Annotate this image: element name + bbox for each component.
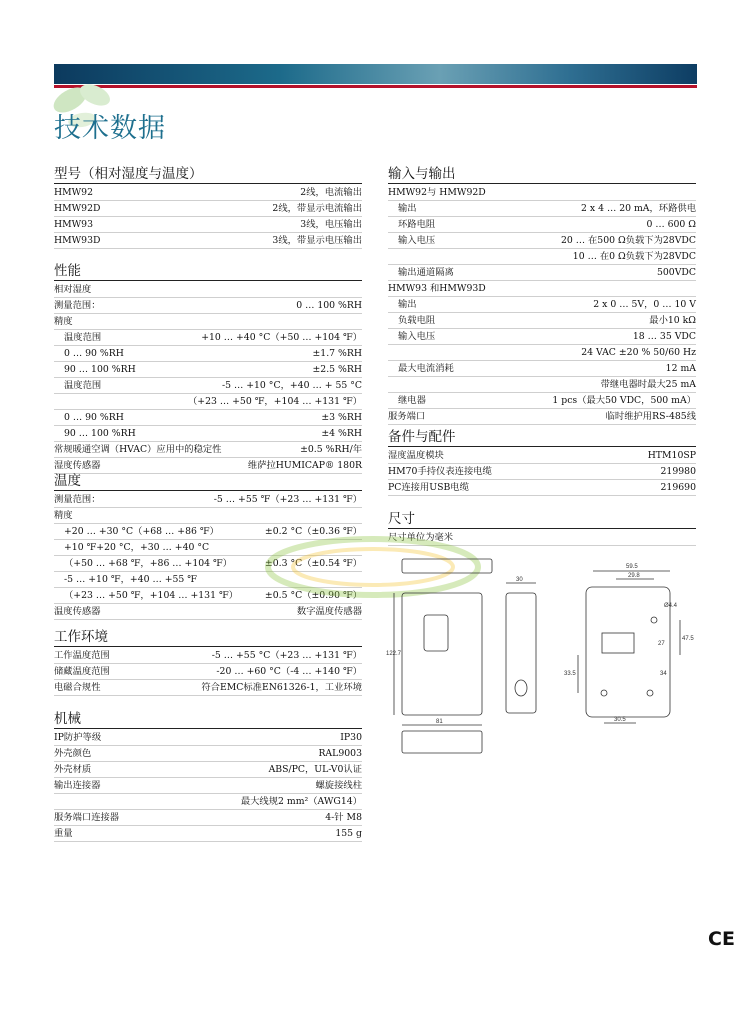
- spec-row: [54, 362, 362, 378]
- spec-value: HTM10SP: [647, 450, 696, 461]
- spec-label: 输出连接器: [54, 780, 101, 791]
- spec-label: 输出: [398, 299, 417, 310]
- dim-label: 27: [658, 641, 665, 647]
- spec-value: 3线，电压输出: [300, 219, 362, 230]
- spec-label: HMW92与 HMW92D: [388, 187, 486, 198]
- spec-row: [388, 185, 696, 201]
- spec-row: [54, 298, 362, 314]
- spec-value: 0 … 600 Ω: [646, 219, 696, 230]
- spec-label: [388, 377, 398, 392]
- section-heading: 尺寸: [388, 511, 696, 529]
- spec-row: [54, 346, 362, 362]
- spec-row: [54, 314, 362, 330]
- spec-label: 输入电压: [398, 235, 436, 246]
- spec-value: ±0.5 °C（±0.90 ℉）: [264, 590, 362, 601]
- spec-label: 温度范围: [64, 380, 102, 391]
- spec-label: （+23 … +50 ℉，+104 … +131 ℉）: [64, 590, 238, 601]
- spec-row: [388, 249, 696, 265]
- spec-row: [54, 217, 362, 233]
- spec-row: [54, 680, 362, 696]
- spec-label: 相对湿度: [54, 284, 92, 295]
- side-view-outline: [506, 593, 536, 713]
- spec-label: 环路电阻: [398, 219, 436, 230]
- spec-label: [388, 345, 398, 360]
- spec-value: ±2.5 %RH: [312, 364, 362, 375]
- spec-label: 0 … 90 %RH: [64, 412, 124, 423]
- spec-value: 18 … 35 VDC: [632, 331, 696, 342]
- spec-label: 服务端口: [388, 411, 426, 422]
- spec-row: [54, 778, 362, 794]
- section-heading: 输入与输出: [388, 166, 696, 184]
- spec-row: [388, 393, 696, 409]
- bottom-view-outline: [402, 731, 482, 753]
- spec-label: 输出: [398, 203, 417, 214]
- spec-value: 3线，带显示电压输出: [272, 235, 362, 246]
- spec-row: [54, 282, 362, 298]
- spec-row: [54, 458, 362, 474]
- spec-value: 24 VAC ±20 % 50/60 Hz: [581, 347, 696, 358]
- spec-label: （+50 … +68 ℉，+86 … +104 ℉）: [64, 558, 233, 569]
- spec-row: [54, 201, 362, 217]
- spec-row: [388, 233, 696, 249]
- spec-row: [388, 297, 696, 313]
- header-red-line: [54, 85, 697, 88]
- section-heading: 机械: [54, 711, 362, 729]
- spec-label: 负载电阻: [398, 315, 436, 326]
- spec-label: 湿度传感器: [54, 460, 101, 471]
- spec-label: 工作温度范围: [54, 650, 110, 661]
- spec-row: [388, 361, 696, 377]
- spec-row: [388, 377, 696, 393]
- spec-label: 90 … 100 %RH: [64, 364, 136, 375]
- spec-value: 最大线规2 mm²（AWG14）: [240, 796, 362, 807]
- spec-value: -20 … +60 °C（-4 … +140 ℉）: [216, 666, 362, 677]
- spec-row: [388, 265, 696, 281]
- spec-label: 0 … 90 %RH: [64, 348, 124, 359]
- spec-value: ±0.3 °C（±0.54 ℉）: [264, 558, 362, 569]
- spec-label: HMW93: [54, 219, 94, 230]
- spec-value: 500VDC: [656, 267, 696, 278]
- spec-row: [54, 492, 362, 508]
- spec-row: [388, 345, 696, 361]
- spec-row: [54, 185, 362, 201]
- spec-value: ±0.5 %RH/年: [300, 444, 362, 455]
- dim-label: 30.5: [614, 717, 626, 723]
- dim-label: Ø4.4: [664, 603, 678, 609]
- spec-value: 219980: [660, 466, 696, 477]
- spec-label: [388, 249, 398, 264]
- spec-row: [388, 313, 696, 329]
- spec-label: 重量: [54, 828, 73, 839]
- spec-value: 2 x 0 … 5V，0 … 10 V: [593, 299, 696, 310]
- spec-label: 储藏温度范围: [54, 666, 110, 677]
- spec-value: +10 … +40 °C（+50 … +104 ℉）: [201, 332, 362, 343]
- section-heading: 工作环境: [54, 629, 362, 647]
- ce-mark: CE: [708, 928, 735, 950]
- dim-label: 59.5: [626, 564, 638, 570]
- spec-value: 20 … 在500 Ω负载下为28VDC: [560, 235, 696, 246]
- dim-label: 81: [436, 719, 443, 725]
- dimension-drawing: [388, 545, 698, 770]
- spec-value: 10 … 在0 Ω负载下为28VDC: [572, 251, 696, 262]
- terminal-block-outline: [602, 633, 634, 653]
- spec-row: [54, 810, 362, 826]
- spec-value: ±3 %RH: [321, 412, 362, 423]
- spec-row: [54, 442, 362, 458]
- spec-row: [388, 448, 696, 464]
- spec-label: 精度: [54, 316, 73, 327]
- spec-label: 精度: [54, 510, 73, 521]
- spec-value: 4-针 M8: [325, 812, 362, 823]
- spec-value: ±1.7 %RH: [312, 348, 362, 359]
- spec-row: [388, 201, 696, 217]
- back-view-outline: [586, 587, 670, 717]
- spec-value: ±4 %RH: [321, 428, 362, 439]
- spec-value: 临时维护用RS-485线: [605, 411, 696, 422]
- spec-row: [54, 410, 362, 426]
- spec-label: 输入电压: [398, 331, 436, 342]
- spec-value: IP30: [340, 732, 362, 743]
- spec-value: 数字温度传感器: [296, 606, 362, 617]
- spec-row: [388, 217, 696, 233]
- spec-value: 带继电器时最大25 mA: [600, 379, 696, 390]
- spec-value: 维萨拉HUMICAP® 180R: [247, 460, 362, 471]
- spec-section: [54, 711, 362, 842]
- spec-value: 1 pcs（最大50 VDC，500 mA）: [552, 395, 696, 406]
- spec-value: -5 … +55 °C（+23 … +131 ℉）: [211, 650, 362, 661]
- spec-label: HMW92: [54, 187, 94, 198]
- spec-label: HMW92D: [54, 203, 101, 214]
- spec-row: [54, 762, 362, 778]
- spec-label: 湿度温度模块: [388, 450, 444, 461]
- top-view-outline: [402, 559, 492, 573]
- spec-label: 90 … 100 %RH: [64, 428, 136, 439]
- spec-section: [54, 629, 362, 696]
- spec-label: +10 ℉+20 °C，+30 … +40 °C: [64, 542, 210, 553]
- spec-section: [54, 166, 362, 249]
- spec-label: -5 … +10 ℉，+40 … +55 ℉: [64, 574, 198, 585]
- spec-section: [388, 166, 696, 425]
- spec-row: [54, 664, 362, 680]
- spec-value: RAL9003: [318, 748, 362, 759]
- spec-row: [54, 426, 362, 442]
- spec-label: [54, 394, 64, 409]
- dim-label: 47.5: [682, 636, 694, 642]
- spec-label: HMW93 和HMW93D: [388, 283, 486, 294]
- spec-row: [54, 330, 362, 346]
- spec-row: [54, 794, 362, 810]
- spec-label: 温度传感器: [54, 606, 101, 617]
- spec-value: ABS/PC，UL-V0认证: [268, 764, 362, 775]
- spec-value: 219690: [660, 482, 696, 493]
- spec-label: HMW93D: [54, 235, 101, 246]
- spec-label: 测量范围：: [54, 494, 101, 505]
- front-window-outline: [424, 615, 448, 651]
- spec-label: 输出通道隔离: [398, 267, 454, 278]
- spec-row: [54, 233, 362, 249]
- spec-value: 符合EMC标准EN61326-1，工业环境: [201, 682, 362, 693]
- spec-value: 螺旋接线柱: [315, 780, 362, 791]
- front-view-outline: [402, 593, 482, 715]
- spec-row: [54, 394, 362, 410]
- side-button-outline: [515, 680, 527, 696]
- spec-label: +20 … +30 °C（+68 … +86 ℉）: [64, 526, 219, 537]
- dim-label: 34: [660, 671, 667, 677]
- section-heading: 备件与配件: [388, 429, 696, 447]
- spec-row: [388, 329, 696, 345]
- spec-label: 电磁合规性: [54, 682, 101, 693]
- section-heading: 型号（相对湿度与温度）: [54, 166, 362, 184]
- spec-label: 外壳材质: [54, 764, 92, 775]
- dim-label: 30: [516, 577, 523, 583]
- spec-value: （+23 … +50 ℉，+104 … +131 ℉）: [188, 396, 362, 407]
- spec-row: [54, 746, 362, 762]
- spec-value: -5 … +55 ℉（+23 … +131 ℉）: [213, 494, 362, 505]
- section-heading: 温度: [54, 473, 362, 491]
- spec-value: -5 … +10 °C，+40 … + 55 °C: [221, 380, 362, 391]
- dim-label: 122.7: [386, 651, 402, 657]
- section-heading: 性能: [54, 263, 362, 281]
- spec-label: IP防护等级: [54, 732, 102, 743]
- spec-label: PC连接用USB电缆: [388, 482, 469, 493]
- dim-label: 33.5: [564, 671, 576, 677]
- spec-label: 测量范围：: [54, 300, 101, 311]
- spec-value: 2线，电流输出: [300, 187, 362, 198]
- spec-section: [54, 263, 362, 474]
- spec-value: 0 … 100 %RH: [296, 300, 362, 311]
- spec-label: 继电器: [398, 395, 426, 406]
- spec-row: [54, 648, 362, 664]
- spec-row: [54, 826, 362, 842]
- spec-value: ±0.2 °C（±0.36 ℉）: [264, 526, 362, 537]
- spec-row: [388, 281, 696, 297]
- spec-row: [54, 730, 362, 746]
- header-banner: [54, 64, 697, 84]
- spec-label: 常规暖通空调（HVAC）应用中的稳定性: [54, 444, 222, 455]
- page-title: 技术数据: [54, 113, 166, 144]
- spec-label: 最大电流消耗: [398, 363, 454, 374]
- spec-label: 外壳颜色: [54, 748, 92, 759]
- spec-value: 155 g: [335, 828, 362, 839]
- spec-row: [388, 480, 696, 496]
- spec-value: 2 x 4 … 20 mA，环路供电: [581, 203, 696, 214]
- spec-value: 最小10 kΩ: [649, 315, 696, 326]
- spec-value: 12 mA: [665, 363, 696, 374]
- spec-section: [388, 429, 696, 496]
- dim-label: 29.8: [628, 573, 640, 579]
- spec-row: [388, 464, 696, 480]
- spec-row: [54, 378, 362, 394]
- spec-label: 服务端口连接器: [54, 812, 120, 823]
- spec-row: [388, 409, 696, 425]
- spec-label: 尺寸单位为毫米: [388, 532, 454, 543]
- spec-label: HM70手持仪表连接电缆: [388, 466, 492, 477]
- spec-label: 温度范围: [64, 332, 102, 343]
- spec-value: 2线，带显示电流输出: [272, 203, 362, 214]
